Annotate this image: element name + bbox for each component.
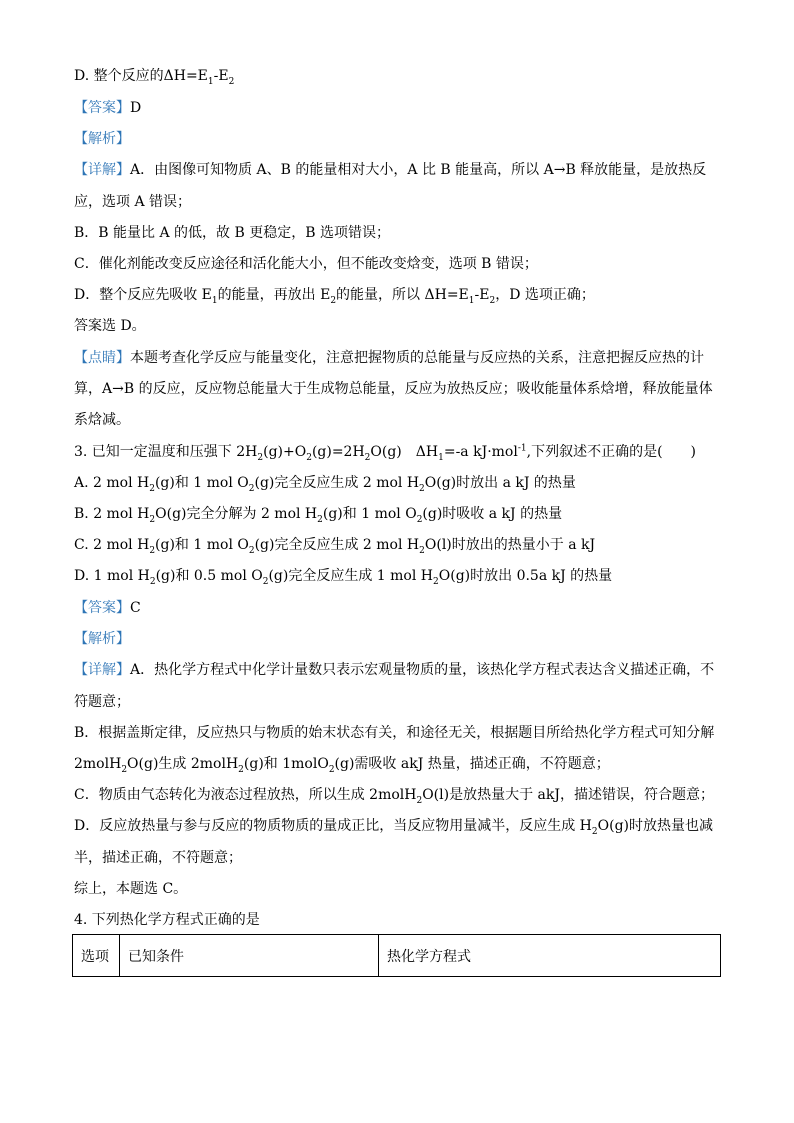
q2-answer: 【答案】D	[74, 100, 142, 116]
q2-option-d: D. 整个反应的$\Delta H=E_1-E_2$	[74, 68, 235, 87]
q2-detail-line: 【详解】A．由图像可知物质 A、B 的能量相对大小，A 比 B 能量高，所以 A→B 释放能量，是放热反	[74, 162, 707, 178]
table-header-cell: 选项	[73, 935, 120, 977]
q2-detail-line: D．整个反应先吸收 $E_1$的能量，再放出 $E_2$的能量，所以 $\Delta H=E_1-E_2$，D 选项正确；	[74, 287, 595, 306]
q2-detail-line: 答案选 D。	[74, 318, 146, 334]
q3-answer: 【答案】C	[74, 600, 141, 616]
q3-detail-line: B．根据盖斯定律，反应热只与物质的始末状态有关，和途径无关，根据题目所给热化学方程式可知分解	[74, 725, 715, 741]
q3-option-b: B. 2 mol $H_2O(g)$完全分解为 2 mol $H_2(g)$和 1 mol $O_2(g)$时吸收 a kJ 的热量	[74, 506, 563, 525]
q2-comment-line: 系焓减。	[74, 412, 130, 428]
table-header-cell: 已知条件	[120, 935, 379, 977]
q4-stem: 4. 下列热化学方程式正确的是	[74, 912, 260, 928]
table-header-cell: 热化学方程式	[379, 935, 721, 977]
q3-detail-line: 半，描述正确，不符题意；	[74, 850, 242, 866]
q3-stem: 3. 已知一定温度和压强下 $2H_2(g)+O_2(g)=2H_2O(g)$ $\Delta H_1=-a$ kJ·mol$^{-1}$,下列叙述不正确的是( )	[74, 443, 696, 463]
q3-detail-line: 符题意；	[74, 694, 130, 710]
q3-analysis-heading: 【解析】	[74, 631, 130, 647]
q2-detail-line: 应，选项 A 错误；	[74, 194, 192, 210]
q3-option-c: C. 2 mol $H_2(g)$和 1 mol $O_2(g)$完全反应生成 2 mol $H_2O(l)$时放出的热量小于 a kJ	[74, 537, 596, 556]
q2-comment-line: 算，A→B 的反应，反应物总能量大于生成物总能量，反应为放热反应；吸收能量体系焓增，释放能量体	[74, 381, 713, 397]
q2-analysis-heading: 【解析】	[74, 131, 130, 147]
q3-detail-line: D．反应放热量与参与反应的物质物质的量成正比，当反应物用量减半，反应生成 $H_2O(g)$时放热量也减	[74, 818, 713, 837]
q3-option-d: D. 1 mol $H_2(g)$和 0.5 mol $O_2(g)$完全反应生成 1 mol $H_2O(g)$时放出 0.5a kJ 的热量	[74, 568, 613, 587]
q2-comment-line: 【点睛】本题考查化学反应与能量变化，注意把握物质的总能量与反应热的关系，注意把握反应热的计	[74, 350, 704, 366]
q2-detail-line: C．催化剂能改变反应途径和活化能大小，但不能改变焓变，选项 B 错误；	[74, 256, 538, 272]
q3-detail-line: C．物质由气态转化为液态过程放热，所以生成 2molH$_2$O(l)是放热量大于 akJ，描述错误，符合题意；	[74, 787, 714, 806]
table-row	[73, 935, 721, 977]
q3-detail-line: 2molH$_2$O(g)生成 2molH$_2$(g)和 1molO$_2$(g)需吸收 akJ 热量，描述正确，不符题意；	[74, 756, 610, 775]
q2-detail-line: B．B 能量比 A 的低，故 B 更稳定，B 选项错误；	[74, 225, 390, 241]
q3-detail-line: 综上，本题选 C。	[74, 881, 188, 897]
q3-detail-line: 【详解】A．热化学方程式中化学计量数只表示宏观量物质的量，该热化学方程式表达含义描述正确，不	[74, 662, 715, 678]
q4-table	[72, 934, 721, 977]
q3-option-a: A. 2 mol $H_2(g)$和 1 mol $O_2(g)$完全反应生成 2 mol $H_2O(g)$时放出 a kJ 的热量	[74, 475, 576, 494]
